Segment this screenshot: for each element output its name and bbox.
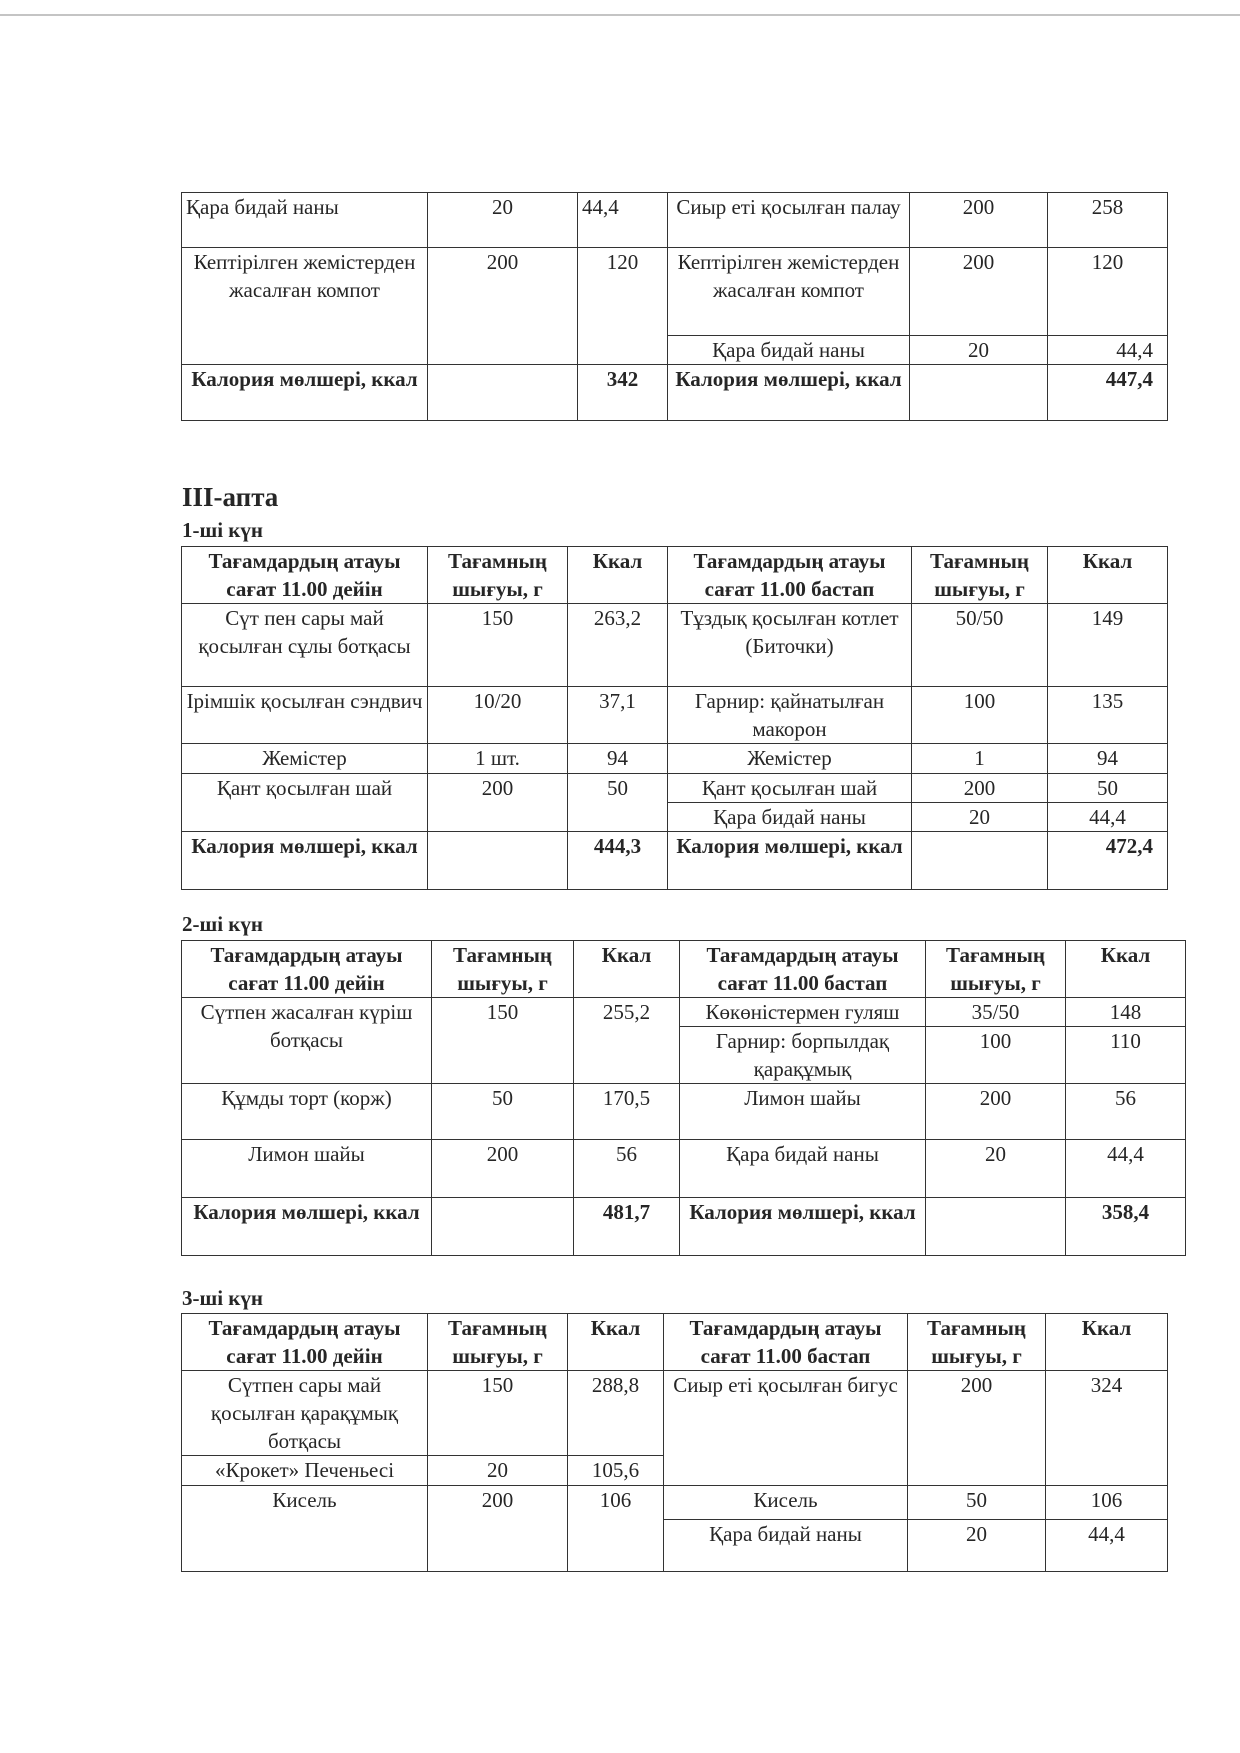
- day-heading: 3-ші күн: [182, 1286, 264, 1310]
- total-label: Калория мөлшері, ккал: [182, 832, 428, 890]
- dish-yield: 100: [926, 1027, 1066, 1084]
- total-label: Калория мөлшері, ккал: [182, 365, 428, 421]
- dish-kcal: 106: [568, 1486, 664, 1572]
- dish-yield: 50: [908, 1486, 1046, 1520]
- empty-cell: [428, 832, 568, 890]
- header-kcal: Ккал: [574, 941, 680, 998]
- dish-yield: 20: [428, 1456, 568, 1486]
- dish-kcal: 120: [578, 248, 668, 365]
- dish-name: Кисель: [182, 1486, 428, 1572]
- table-row: [182, 604, 1168, 687]
- dish-name: Қара бидай наны: [668, 336, 910, 365]
- dish-yield: 100: [912, 687, 1048, 744]
- empty-cell: [910, 365, 1048, 421]
- table-row: [182, 774, 1168, 803]
- dish-name: Сиыр еті қосылған палау: [668, 193, 910, 248]
- dish-yield: 150: [428, 604, 568, 687]
- dish-name: Тұздық қосылған котлет (Биточки): [668, 604, 912, 687]
- total-row: [182, 1198, 1186, 1256]
- dish-kcal: 44,4: [1048, 803, 1168, 832]
- header-yield: Тағамның шығуы, г: [926, 941, 1066, 998]
- header-name-before: Тағамдардың атауы сағат 11.00 дейін: [182, 547, 428, 604]
- dish-kcal: 44,4: [1066, 1140, 1186, 1198]
- header-row: [182, 941, 1186, 998]
- total-row: [182, 832, 1168, 890]
- table-row: [182, 1084, 1186, 1140]
- total-kcal: 447,4: [1048, 365, 1168, 421]
- total-kcal: 481,7: [574, 1198, 680, 1256]
- header-row: [182, 1314, 1168, 1371]
- dish-yield: 150: [428, 1371, 568, 1456]
- dish-kcal: 50: [568, 774, 668, 832]
- header-row: [182, 547, 1168, 604]
- table-row: [182, 193, 1168, 248]
- dish-kcal: 37,1: [568, 687, 668, 744]
- dish-yield: 200: [912, 774, 1048, 803]
- header-yield: Тағамның шығуы, г: [912, 547, 1048, 604]
- menu-table-day2: [181, 940, 1186, 1256]
- dish-kcal: 56: [1066, 1084, 1186, 1140]
- dish-name: Қара бидай наны: [664, 1520, 908, 1572]
- table-row: [182, 744, 1168, 774]
- dish-kcal: 44,4: [1046, 1520, 1168, 1572]
- dish-yield: 20: [428, 193, 578, 248]
- header-kcal: Ккал: [1066, 941, 1186, 998]
- day-heading: 1-ші күн: [182, 518, 264, 542]
- menu-table-day3: [181, 1313, 1168, 1572]
- dish-yield: 20: [912, 803, 1048, 832]
- header-name-after: Тағамдардың атауы сағат 11.00 бастап: [668, 547, 912, 604]
- menu-table-day1: [181, 546, 1168, 890]
- week-heading: ІІІ-апта: [182, 482, 279, 512]
- header-yield: Тағамның шығуы, г: [908, 1314, 1046, 1371]
- dish-kcal: 258: [1048, 193, 1168, 248]
- header-yield: Тағамның шығуы, г: [428, 1314, 568, 1371]
- dish-name: Кептірілген жемістерден жасалған компот: [182, 248, 428, 365]
- dish-yield: 1: [912, 744, 1048, 774]
- table-row: [182, 1371, 1168, 1456]
- dish-name: Сиыр еті қосылған бигус: [664, 1371, 908, 1486]
- dish-yield: 200: [432, 1140, 574, 1198]
- empty-cell: [926, 1198, 1066, 1256]
- dish-name: Көкөністермен гуляш: [680, 998, 926, 1027]
- dish-name: Кисель: [664, 1486, 908, 1520]
- dish-kcal: 94: [1048, 744, 1168, 774]
- total-kcal: 342: [578, 365, 668, 421]
- dish-kcal: 135: [1048, 687, 1168, 744]
- dish-kcal: 56: [574, 1140, 680, 1198]
- dish-kcal: 148: [1066, 998, 1186, 1027]
- dish-name: Қара бидай наны: [668, 803, 912, 832]
- table-row: [182, 687, 1168, 744]
- dish-kcal: 94: [568, 744, 668, 774]
- menu-table-continued: [181, 192, 1168, 421]
- total-label: Калория мөлшері, ккал: [680, 1198, 926, 1256]
- dish-name: Жемістер: [182, 744, 428, 774]
- dish-yield: 20: [908, 1520, 1046, 1572]
- dish-name: Құмды торт (корж): [182, 1084, 432, 1140]
- dish-yield: 200: [910, 193, 1048, 248]
- dish-name: Қант қосылған шай: [182, 774, 428, 832]
- dish-name: Қара бидай наны: [182, 193, 428, 248]
- dish-yield: 50: [432, 1084, 574, 1140]
- table-row: [182, 1140, 1186, 1198]
- dish-kcal: 255,2: [574, 998, 680, 1084]
- dish-name: Сүт пен сары май қосылған сұлы ботқасы: [182, 604, 428, 687]
- dish-name: Ірімшік қосылған сэндвич: [182, 687, 428, 744]
- dish-yield: 20: [910, 336, 1048, 365]
- dish-name: Сүтпен жасалған күріш ботқасы: [182, 998, 432, 1084]
- dish-name: Қант қосылған шай: [668, 774, 912, 803]
- dish-kcal: 263,2: [568, 604, 668, 687]
- total-kcal: 472,4: [1048, 832, 1168, 890]
- total-kcal: 444,3: [568, 832, 668, 890]
- dish-name: Жемістер: [668, 744, 912, 774]
- dish-name: «Крокет» Печеньесі: [182, 1456, 428, 1486]
- header-name-after: Тағамдардың атауы сағат 11.00 бастап: [664, 1314, 908, 1371]
- dish-yield: 200: [926, 1084, 1066, 1140]
- dish-name: Қара бидай наны: [680, 1140, 926, 1198]
- header-yield: Тағамның шығуы, г: [428, 547, 568, 604]
- dish-yield: 35/50: [926, 998, 1066, 1027]
- dish-name: Лимон шайы: [182, 1140, 432, 1198]
- page-top-rule: [0, 14, 1240, 16]
- total-kcal: 358,4: [1066, 1198, 1186, 1256]
- table-row: [182, 248, 1168, 336]
- dish-yield: 200: [908, 1371, 1046, 1486]
- dish-kcal: 106: [1046, 1486, 1168, 1520]
- dish-kcal: 149: [1048, 604, 1168, 687]
- dish-kcal: 170,5: [574, 1084, 680, 1140]
- dish-yield: 200: [428, 774, 568, 832]
- dish-yield: 150: [432, 998, 574, 1084]
- dish-kcal: 44,4: [578, 193, 668, 248]
- header-kcal: Ккал: [568, 547, 668, 604]
- dish-yield: 10/20: [428, 687, 568, 744]
- header-name-after: Тағамдардың атауы сағат 11.00 бастап: [680, 941, 926, 998]
- header-kcal: Ккал: [1046, 1314, 1168, 1371]
- header-kcal: Ккал: [568, 1314, 664, 1371]
- dish-yield: 50/50: [912, 604, 1048, 687]
- total-label: Калория мөлшері, ккал: [668, 832, 912, 890]
- header-kcal: Ккал: [1048, 547, 1168, 604]
- dish-name: Гарнир: қайнатылған макорон: [668, 687, 912, 744]
- day-heading: 2-ші күн: [182, 912, 264, 936]
- dish-yield: 20: [926, 1140, 1066, 1198]
- dish-name: Лимон шайы: [680, 1084, 926, 1140]
- empty-cell: [428, 365, 578, 421]
- dish-yield: 1 шт.: [428, 744, 568, 774]
- dish-kcal: 324: [1046, 1371, 1168, 1486]
- dish-kcal: 50: [1048, 774, 1168, 803]
- dish-name: Кептірілген жемістерден жасалған компот: [668, 248, 910, 336]
- dish-name: Гарнир: борпылдақ қарақұмық: [680, 1027, 926, 1084]
- header-name-before: Тағамдардың атауы сағат 11.00 дейін: [182, 1314, 428, 1371]
- dish-kcal: 288,8: [568, 1371, 664, 1456]
- dish-yield: 200: [428, 1486, 568, 1572]
- dish-yield: 200: [428, 248, 578, 365]
- table-row: [182, 1486, 1168, 1520]
- header-yield: Тағамның шығуы, г: [432, 941, 574, 998]
- header-name-before: Тағамдардың атауы сағат 11.00 дейін: [182, 941, 432, 998]
- dish-name: Сүтпен сары май қосылған қарақұмық ботқасы: [182, 1371, 428, 1456]
- dish-yield: 200: [910, 248, 1048, 336]
- dish-kcal: 110: [1066, 1027, 1186, 1084]
- total-label: Калория мөлшері, ккал: [182, 1198, 432, 1256]
- dish-kcal: 44,4: [1048, 336, 1168, 365]
- table-row: [182, 998, 1186, 1027]
- total-label: Калория мөлшері, ккал: [668, 365, 910, 421]
- dish-kcal: 120: [1048, 248, 1168, 336]
- empty-cell: [912, 832, 1048, 890]
- total-row: [182, 365, 1168, 421]
- empty-cell: [432, 1198, 574, 1256]
- dish-kcal: 105,6: [568, 1456, 664, 1486]
